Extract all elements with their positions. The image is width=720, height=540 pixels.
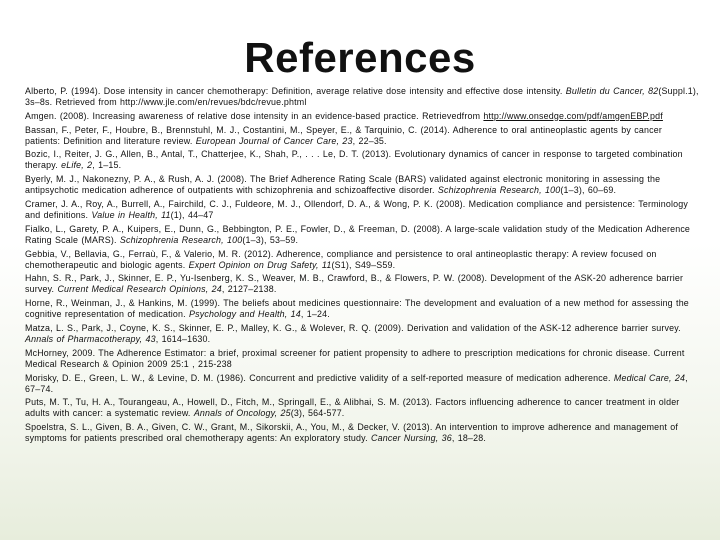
reference-entry bbox=[25, 397, 700, 419]
reference-text: , 18–28. bbox=[451, 433, 487, 444]
reference-text: Bassan, F., Peter, F., Houbre, B., Brennstuhl, M. J., Costantini, M., Speyer, E., & Tarquinio, C. (2014). Adherence to oral antineoplastic agents by cancer patients: Definition and literature review. bbox=[25, 124, 662, 146]
reference-entry bbox=[25, 174, 700, 196]
reference-text: Byerly, M. J., Nakonezny, P. A., & Rush, A. J. (2008). The Brief Adherence Rating Scale (BARS) validated against electronic monitoring in assessing the antipsychotic medication adherence of outpatients with schizophrenia and schizoaffective disorder. bbox=[25, 174, 661, 196]
reference-source-title: Schizophrenia Research, 100 bbox=[437, 185, 561, 196]
reference-entry bbox=[25, 224, 700, 246]
reference-text: Morisky, D. E., Green, L. W., & Levine, D. M. (1986). Concurrent and predictive validity of a self-reported measure of medication adherence. bbox=[25, 372, 614, 383]
reference-text: , 1–15. bbox=[92, 160, 122, 171]
reference-entry bbox=[25, 348, 700, 370]
reference-entry bbox=[25, 373, 700, 395]
reference-source-title: Medical Care, 24 bbox=[613, 372, 686, 383]
reference-source-title: European Journal of Cancer Care, 23 bbox=[195, 135, 353, 146]
reference-source-title: Psychology and Health, 14 bbox=[189, 309, 301, 320]
reference-entry bbox=[25, 422, 700, 444]
reference-source-title: Annals of Oncology, 25 bbox=[193, 408, 291, 419]
reference-text: , 2127–2138. bbox=[221, 284, 277, 295]
reference-text: McHorney, 2009. The Adherence Estimator: a brief, proximal screener for patient propensity to adhere to prescription medications for chronic disease. Current Medical Research & Opinion 2009 25:1 , 215-238 bbox=[25, 347, 685, 369]
slide-title: References bbox=[244, 34, 476, 81]
reference-text: , 67–74. bbox=[25, 372, 688, 394]
reference-text: Alberto, P. (1994). Dose intensity in cancer chemotherapy: Definition, average relative dose intensity and effective dose intensity. bbox=[25, 86, 566, 96]
reference-source-title: Cancer Nursing, 36 bbox=[371, 433, 452, 444]
reference-entry bbox=[25, 298, 700, 320]
reference-text: Cramer, J. A., Roy, A., Burrell, A., Fairchild, C. J., Fuldeore, M. J., Ollendorf, D. A., & Wong, P. K. (2008). Medication compliance and persistence: Terminology and definitions. bbox=[25, 198, 689, 220]
reference-text: (S1), S49–S59. bbox=[331, 259, 396, 270]
reference-text: (1), 44–47 bbox=[170, 209, 214, 220]
reference-entry bbox=[25, 149, 700, 171]
reference-entry bbox=[25, 249, 700, 271]
reference-text: Spoelstra, S. L., Given, B. A., Given, C. W., Grant, M., Sikorskii, A., You, M., & Decker, V. (2013). An intervention to improve adherence and management of symptoms for patients prescribed oral chemotherapy agents: An exploratory study. bbox=[25, 422, 679, 444]
reference-source-title: Value in Health, 11 bbox=[91, 209, 171, 220]
reference-text: (Suppl.1), 3s–8s. Retrieved from http://www.jle.com/en/revues/bdc/revue.phtml bbox=[25, 86, 699, 107]
reference-text: , 22–35. bbox=[352, 135, 387, 146]
reference-url-link[interactable]: http://www.onsedge.com/pdf/amgenEBP.pdf bbox=[483, 110, 663, 121]
reference-text: Hahn, S. R., Park, J., Skinner, E. P., Yu-Isenberg, K. S., Weaver, M. B., Crawford, B., & Flowers, P. W. (2008). Development of the ASK-20 adherence barrier survey. bbox=[25, 273, 684, 295]
reference-text: (1–3), 60–69. bbox=[560, 185, 617, 196]
reference-text: (3), 564-577. bbox=[290, 408, 345, 419]
reference-text: Gebbia, V., Bellavia, G., Ferraù, F., & Valerio, M. R. (2012). Adherence, compliance and persistence to oral antineoplastic therapy: A review focused on chemotherapeutic and biologic agents. bbox=[25, 248, 657, 270]
reference-source-title: Annals of Pharmacotherapy, 43 bbox=[25, 333, 156, 344]
reference-entry bbox=[25, 199, 700, 221]
reference-text: Amgen. (2008). Increasing awareness of relative dose intensity in an evidence-based practice. Retrievedfrom bbox=[25, 110, 484, 121]
reference-entry bbox=[25, 86, 700, 108]
reference-source-title: Current Medical Research Opinions, 24 bbox=[57, 284, 222, 295]
reference-text: Puts, M. T., Tu, H. A., Tourangeau, A., Howell, D., Fitch, M., Springall, E., & Alibhai, S. M. (2013). Factors influencing adherence to cancer treatment in older adults with cancer: a systematic review. bbox=[25, 397, 680, 419]
reference-list bbox=[25, 86, 700, 447]
reference-text: , 1–24. bbox=[300, 309, 330, 320]
reference-source-title: Schizophrenia Research, 100 bbox=[119, 234, 243, 245]
reference-text: (1–3), 53–59. bbox=[242, 234, 299, 245]
reference-entry bbox=[25, 125, 700, 147]
reference-entry bbox=[25, 323, 700, 345]
reference-text: Bozic, I., Reiter, J. G., Allen, B., Antal, T., Chatterjee, K., Shah, P., . . . Le, D. T. (2013). Evolutionary dynamics of cancer in response to targeted combination therapy. bbox=[25, 149, 683, 171]
reference-text: Matza, L. S., Park, J., Coyne, K. S., Skinner, E. P., Malley, K. G., & Wolever, R. Q. (2009). Derivation and validation of the ASK-12 adherence barrier survey. bbox=[25, 322, 681, 333]
reference-entry bbox=[25, 273, 700, 295]
reference-source-title: eLife, 2 bbox=[61, 160, 93, 171]
reference-text: Horne, R., Weinman, J., & Hankins, M. (1999). The beliefs about medicines questionnaire: The development and evaluation of a new method for assessing the cognitive representation of medication. bbox=[25, 298, 689, 320]
reference-source-title: Expert Opinion on Drug Safety, 11 bbox=[188, 259, 332, 270]
reference-text: , 1614–1630. bbox=[155, 333, 211, 344]
reference-source-title: Bulletin du Cancer, 82 bbox=[565, 86, 659, 96]
reference-text: Fialko, L., Garety, P. A., Kuipers, E., Dunn, G., Bebbington, P. E., Fowler, D., & Freeman, D. (2008). A large-scale validation study of the Medication Adherence Rating Scale (MARS). bbox=[25, 223, 691, 245]
reference-entry bbox=[25, 111, 700, 122]
